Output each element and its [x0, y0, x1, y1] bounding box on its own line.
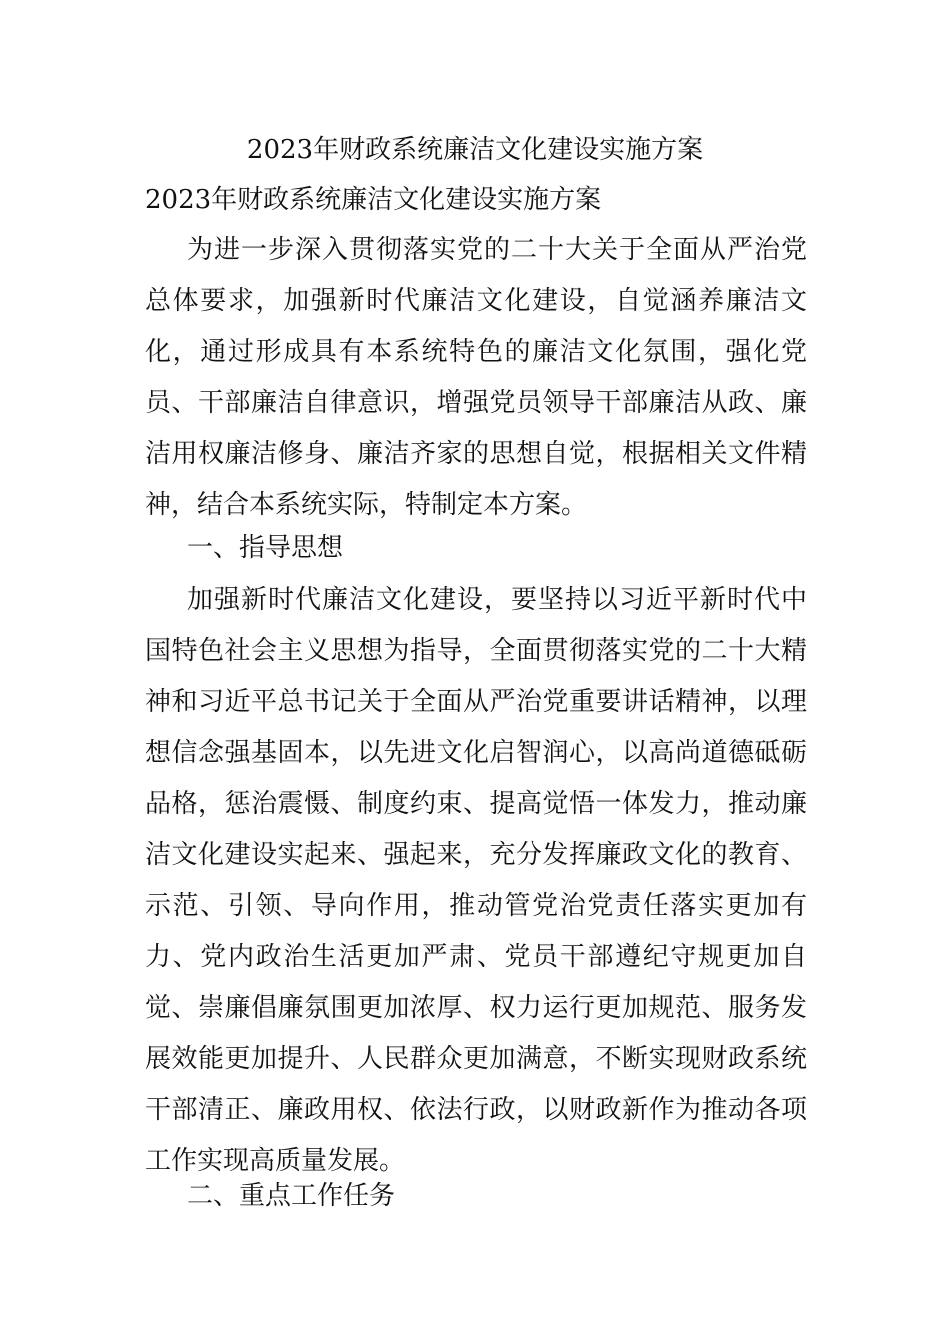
- guiding-ideology-paragraph: 加强新时代廉洁文化建设，要坚持以习近平新时代中国特色社会主义思想为指导，全面贯彻落实党的二十大精神和习近平总书记关于全面从严治党重要讲话精神，以理想信念强基固本，以先进文化启智润心，以高尚道德砥砺品格，惩治震慑、制度约束、提高觉悟一体发力，推动廉洁文化建设实起来、强起来，充分发挥廉政文化的教育、示范、引领、导向作用，推动管党治党责任落实更加有力、党内政治生活更加严肃、党员干部遵纪守规更加自觉、崇廉倡廉氛围更加浓厚、权力运行更加规范、服务发展效能更加提升、人民群众更加满意，不断实现财政系统干部清正、廉政用权、依法行政，以财政新作为推动各项工作实现高质量发展。: [145, 585, 807, 1176]
- intro-paragraph: 为进一步深入贯彻落实党的二十大关于全面从严治党总体要求，加强新时代廉洁文化建设，自觉涵养廉洁文化，通过形成具有本系统特色的廉洁文化氛围，强化党员、干部廉洁自律意识，增强党员领导干部廉洁从政、廉洁用权廉洁修身、廉洁齐家的思想自觉，根据相关文件精神，结合本系统实际，特制定本方案。: [145, 235, 807, 520]
- section-heading-guiding-ideology: 一、指导思想: [187, 533, 344, 563]
- document-title: 2023年财政系统廉洁文化建设实施方案: [246, 135, 704, 165]
- section-heading-key-tasks: 二、重点工作任务: [187, 1181, 396, 1211]
- document-subtitle: 2023年财政系统廉洁文化建设实施方案: [145, 185, 602, 215]
